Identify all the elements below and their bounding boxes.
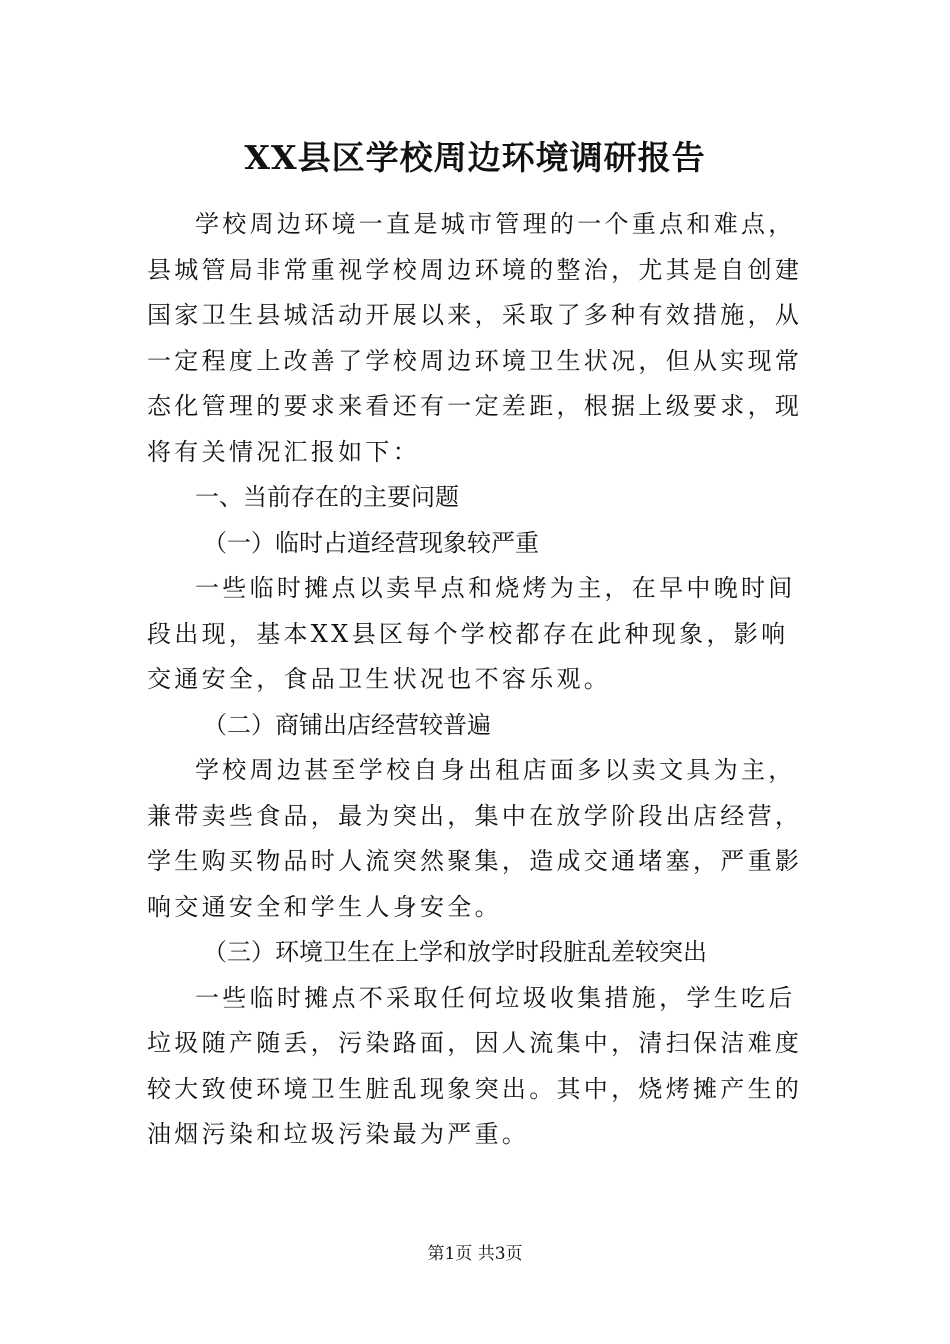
subsection-paragraph-2: 学校周边甚至学校自身出租店面多以卖文具为主，兼带卖些食品，最为突出，集中在放学阶段出店经营，学生购买物品时人流突然聚集，造成交通堵塞，严重影响交通安全和学生人身安全。 [147, 756, 803, 921]
page-number-footer: 第1页 共3页 [427, 1244, 523, 1264]
section-heading-problems: 一、当前存在的主要问题 [195, 483, 459, 511]
subsection-heading-1: （一）临时占道经营现象较严重 [203, 528, 539, 557]
intro-paragraph: 学校周边环境一直是城市管理的一个重点和难点，县城管局非常重视学校周边环境的整治，尤其是自创建国家卫生县城活动开展以来，采取了多种有效措施，从一定程度上改善了学校周边环境卫生状况，但从实现常态化管理的要求来看还有一定差距，根据上级要求，现将有关情况汇报如下： [147, 210, 803, 466]
subsection-paragraph-1: 一些临时摊点以卖早点和烧烤为主，在早中晚时间段出现，基本XX县区每个学校都存在此种现象，影响交通安全，食品卫生状况也不容乐观。 [147, 574, 796, 693]
subsection-heading-3: （三）环境卫生在上学和放学时段脏乱差较突出 [203, 938, 707, 966]
subsection-paragraph-3: 一些临时摊点不采取任何垃圾收集措施，学生吃后垃圾随产随丢，污染路面，因人流集中，清扫保洁难度较大致使环境卫生脏乱现象突出。其中，烧烤摊产生的油烟污染和垃圾污染最为严重。 [147, 983, 803, 1148]
document-body [147, 202, 807, 1158]
document-title: XX县区学校周边环境调研报告 [244, 138, 706, 177]
subsection-heading-2: （二）商铺出店经营较普遍 [203, 710, 491, 739]
